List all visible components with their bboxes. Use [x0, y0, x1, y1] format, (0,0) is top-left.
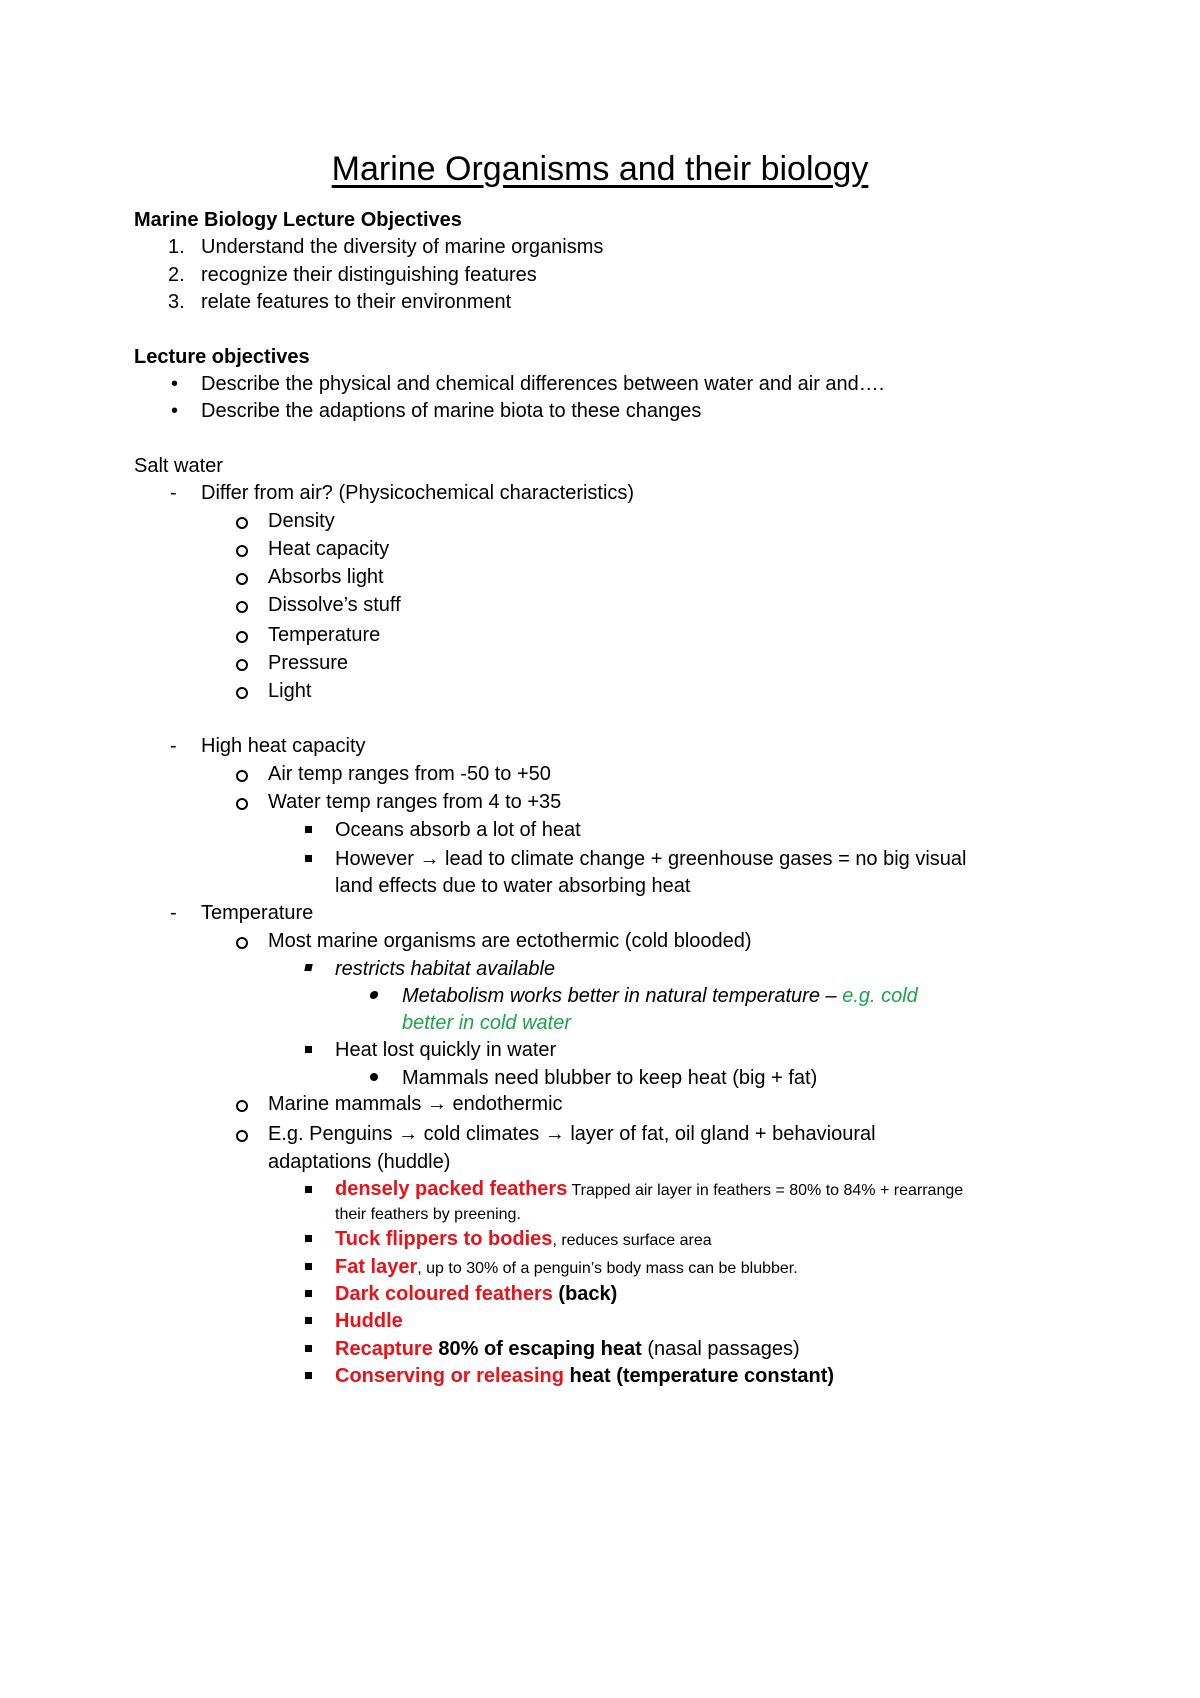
list-item [335, 1255, 798, 1281]
square-bullet-icon [305, 1263, 312, 1270]
circle-bullet-icon [236, 798, 248, 810]
list-item: Oceans absorb a lot of heat [335, 819, 581, 841]
list-number: 1. [168, 236, 185, 258]
square-bullet-icon [305, 826, 312, 833]
list-item: relate features to their environment [201, 291, 512, 313]
circle-bullet-icon [236, 937, 248, 949]
list-item: However → lead to climate change + greenhouse gases = no big visual [335, 848, 967, 870]
list-item-continuation: adaptations (huddle) [268, 1151, 451, 1173]
highlight-green-text: e.g. cold [842, 985, 918, 1007]
list-item: Heat capacity [268, 538, 390, 560]
circle-bullet-icon [236, 573, 248, 585]
list-item: Describe the adaptions of marine biota to these changes [201, 400, 702, 422]
list-item: recognize their distinguishing features [201, 264, 537, 286]
dash-icon: - [170, 735, 177, 757]
list-item: Describe the physical and chemical differences between water and air and…. [201, 373, 885, 395]
list-item: restricts habitat available [335, 958, 556, 980]
dash-icon: - [170, 902, 177, 924]
circle-bullet-icon [236, 545, 248, 557]
list-item: Marine mammals → endothermic [268, 1093, 563, 1115]
list-item [335, 1337, 800, 1361]
square-bullet-icon [305, 1235, 312, 1242]
list-item [335, 1177, 963, 1203]
list-item [402, 984, 918, 1008]
circle-bullet-icon [236, 659, 248, 671]
red-highlight-text: Fat layer [335, 1256, 418, 1278]
list-number: 2. [168, 264, 185, 286]
bullet-icon: • [171, 373, 179, 395]
red-highlight-text: Dark coloured feathers [335, 1283, 553, 1305]
circle-bullet-icon [236, 631, 248, 643]
list-item: Absorbs light [268, 566, 384, 588]
circle-bullet-icon [236, 1100, 248, 1112]
circle-bullet-icon [236, 770, 248, 782]
page-title: Marine Organisms and their biology [331, 150, 869, 188]
dash-icon: - [170, 482, 177, 504]
section-heading: Salt water [134, 455, 223, 477]
list-item: Light [268, 680, 312, 702]
list-item: E.g. Penguins → cold climates → layer of fat, oil gland + behavioural [268, 1123, 876, 1145]
list-item: Heat lost quickly in water [335, 1039, 557, 1061]
list-item: Most marine organisms are ectothermic (cold blooded) [268, 930, 752, 952]
list-item: Water temp ranges from 4 to +35 [268, 791, 562, 813]
list-item: Understand the diversity of marine organisms [201, 236, 604, 258]
detail-text: heat (temperature constant) [563, 1365, 835, 1387]
bullet-icon: • [171, 400, 179, 422]
square-bullet-icon [304, 964, 312, 971]
section-heading: Marine Biology Lecture Objectives [134, 209, 462, 231]
dot-bullet-icon [370, 1073, 378, 1081]
detail-text: (nasal passages) [641, 1338, 800, 1360]
list-item-continuation: their feathers by preening. [335, 1206, 521, 1223]
square-bullet-icon [305, 1046, 312, 1053]
list-item-continuation: land effects due to water absorbing heat [335, 875, 691, 897]
list-number: 3. [168, 291, 185, 313]
list-item: Density [268, 510, 335, 532]
list-item [335, 1282, 617, 1306]
list-item: Pressure [268, 652, 349, 674]
list-item: Mammals need blubber to keep heat (big + fat) [402, 1067, 818, 1089]
circle-bullet-icon [236, 517, 248, 529]
list-item: Air temp ranges from -50 to +50 [268, 763, 551, 785]
detail-text: Trapped air layer in feathers = 80% to 84% + rearrange [567, 1182, 964, 1199]
circle-bullet-icon [236, 601, 248, 613]
list-item [335, 1227, 712, 1253]
square-bullet-icon [305, 1186, 312, 1193]
list-item [335, 1364, 834, 1388]
red-highlight-text: Conserving or releasing [335, 1365, 564, 1387]
list-item: Temperature [201, 902, 314, 924]
square-bullet-icon [305, 1345, 312, 1352]
list-item: Temperature [268, 624, 381, 646]
list-item: Dissolve’s stuff [268, 594, 401, 616]
red-highlight-text: Tuck flippers to bodies [335, 1228, 553, 1250]
list-item: Differ from air? (Physicochemical characteristics) [201, 482, 635, 504]
circle-bullet-icon [236, 1130, 248, 1142]
red-highlight-text: Recapture [335, 1338, 433, 1360]
detail-text: (back) [552, 1283, 618, 1305]
square-bullet-icon [305, 1372, 312, 1379]
dot-bullet-icon [369, 991, 379, 999]
detail-text: , reduces surface area [552, 1232, 712, 1249]
list-item-continuation: better in cold water [402, 1012, 571, 1034]
metabolism-text: Metabolism works better in natural temperature – [402, 985, 843, 1007]
square-bullet-icon [305, 855, 312, 862]
red-highlight-text: densely packed feathers [335, 1178, 568, 1200]
list-item: Huddle [335, 1310, 403, 1332]
list-item: High heat capacity [201, 735, 366, 757]
detail-text: 80% of escaping heat [432, 1338, 642, 1360]
circle-bullet-icon [236, 687, 248, 699]
square-bullet-icon [305, 1317, 312, 1324]
square-bullet-icon [305, 1290, 312, 1297]
section-heading: Lecture objectives [134, 346, 310, 368]
detail-text: , up to 30% of a penguin’s body mass can be blubber. [417, 1260, 798, 1277]
